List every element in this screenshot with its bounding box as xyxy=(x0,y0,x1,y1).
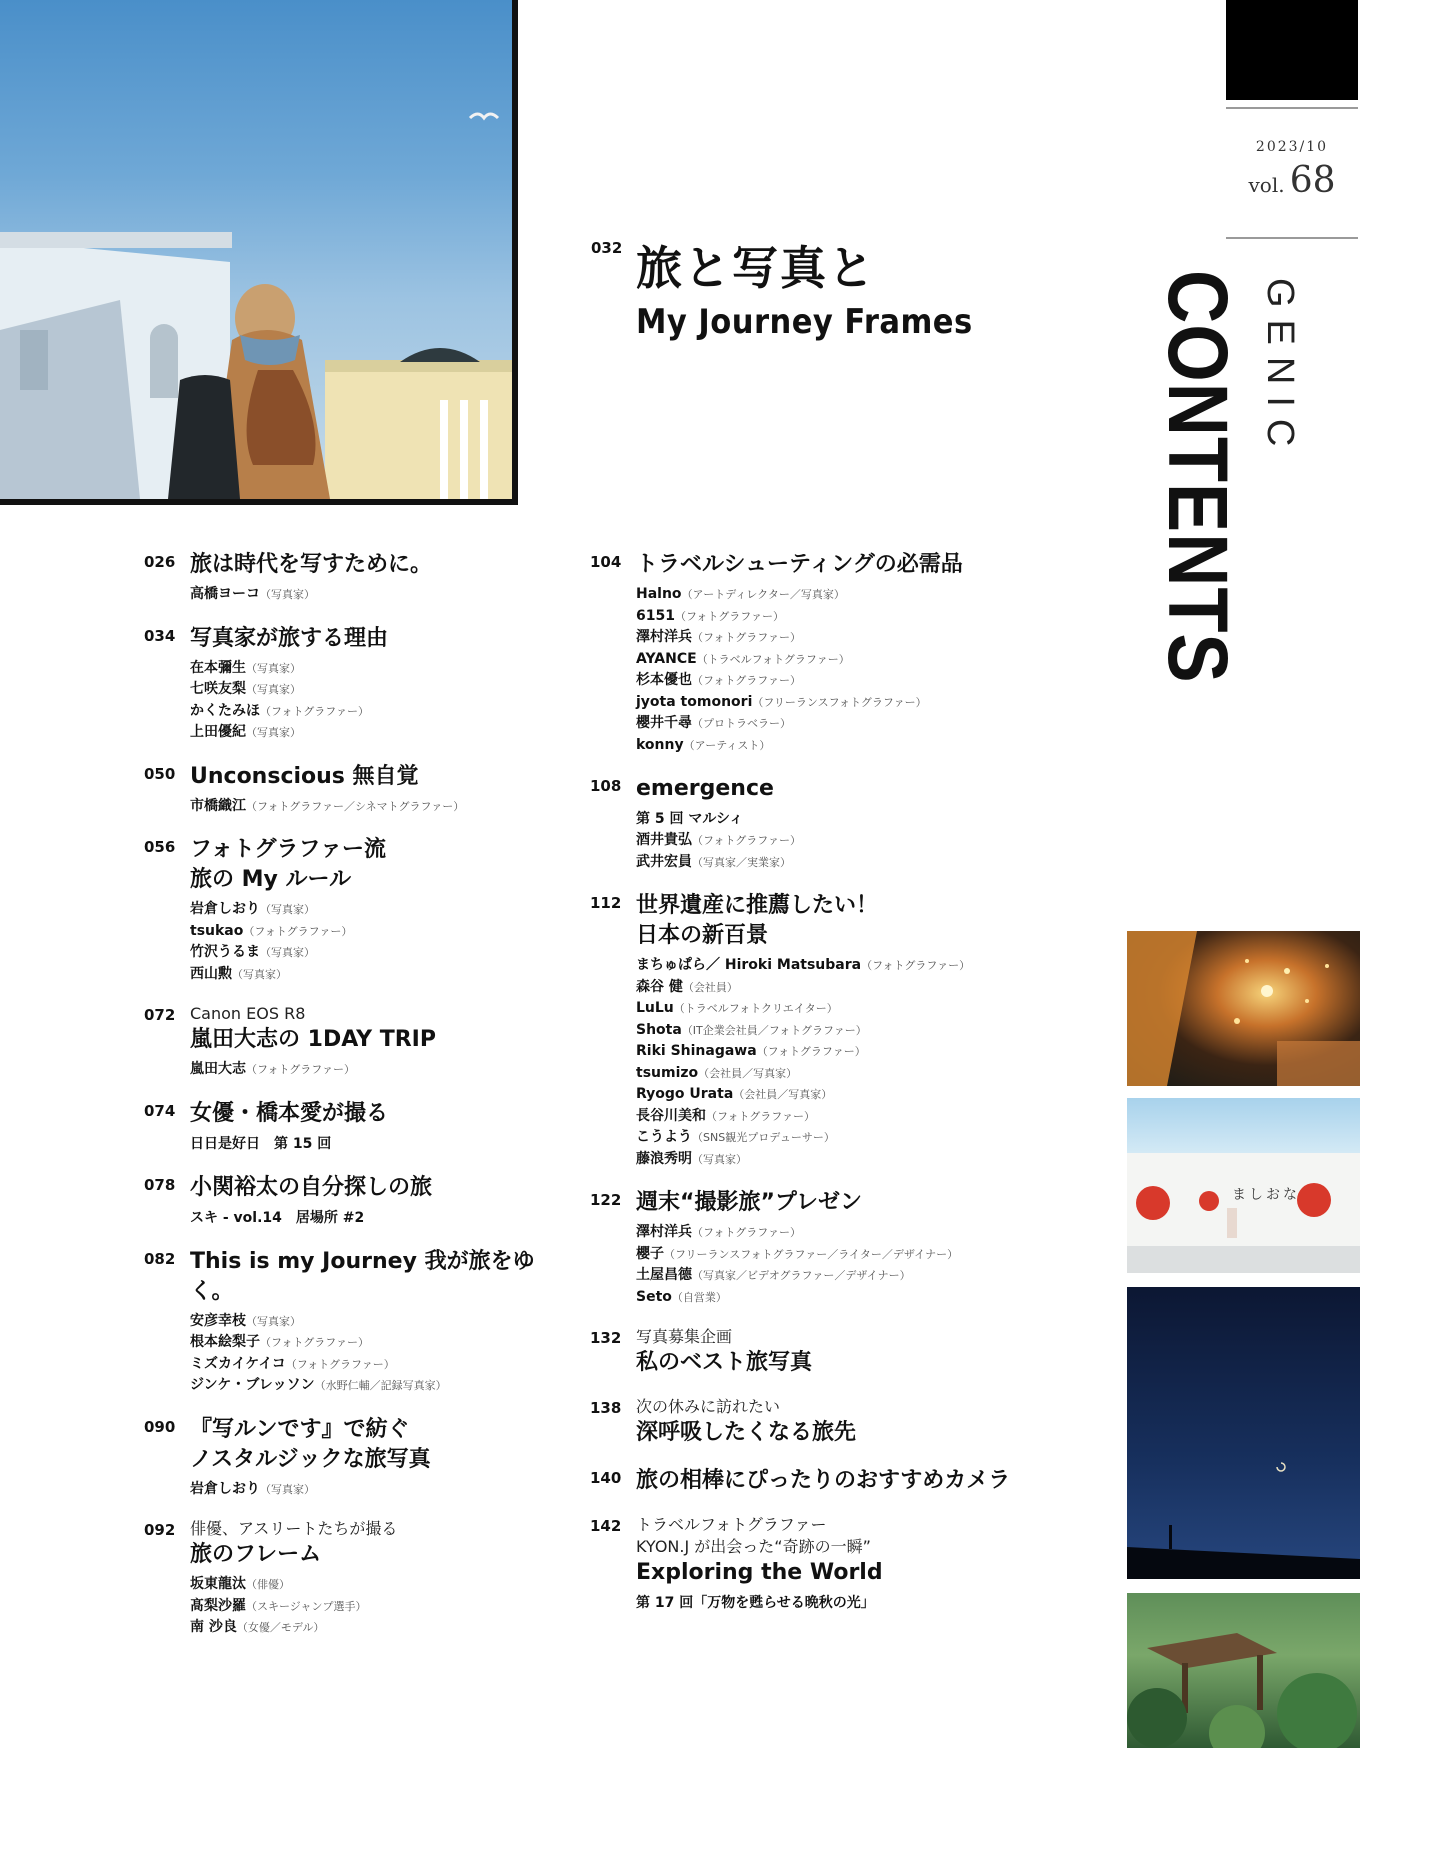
toc-page-number: 108 xyxy=(590,777,622,795)
contributor-role: （フォトグラファー） xyxy=(260,1336,370,1349)
contributor-name: 根本絵梨子 xyxy=(190,1334,260,1350)
toc-entry xyxy=(590,1326,1150,1378)
divider xyxy=(1226,107,1358,109)
toc-entry xyxy=(144,1518,574,1639)
toc-title: Exploring the World xyxy=(636,1560,883,1585)
toc-entry xyxy=(144,1099,574,1155)
contributor xyxy=(636,1149,1150,1171)
contributor xyxy=(190,1354,574,1376)
toc-entry-body xyxy=(190,762,574,818)
contributor-name: Shota xyxy=(636,1021,682,1038)
contributor-name: 七咲友梨 xyxy=(190,681,246,697)
toc-entry xyxy=(144,1415,574,1501)
photo-night-sky xyxy=(1127,1287,1360,1579)
toc-entry-body xyxy=(636,1396,1150,1448)
toc-entry xyxy=(144,762,574,818)
contributor xyxy=(190,584,574,606)
contributor xyxy=(636,998,1150,1020)
toc-subtitle: 第 17 回「万物を甦らせる晩秋の光」 xyxy=(636,1595,875,1611)
toc-page-number: 138 xyxy=(590,1399,622,1417)
contributor xyxy=(190,1311,574,1333)
toc-page-number: 082 xyxy=(144,1249,176,1268)
contributor xyxy=(636,713,1150,735)
contributor-role: （フォトグラファー） xyxy=(692,631,802,644)
contributor-name: 南 沙良 xyxy=(190,1619,237,1635)
toc-title: 週末“撮影旅”プレゼン xyxy=(636,1190,863,1215)
contributor xyxy=(636,1127,1150,1149)
toc-title: 旅の相棒にぴったりのおすすめカメラ xyxy=(636,1468,1011,1493)
masthead-block xyxy=(1226,0,1358,100)
toc-column-right xyxy=(590,550,1150,1632)
contributor-role: （フォトグラファー） xyxy=(706,1109,816,1123)
toc-entry-body xyxy=(636,1466,1150,1496)
contributor-role: （アートディレクター／写真家） xyxy=(681,588,845,601)
contributor-name: 酒井貴弘 xyxy=(636,832,692,848)
contributor xyxy=(190,1059,574,1081)
toc-page-number: 050 xyxy=(144,764,176,783)
contributor-name: LuLu xyxy=(636,1000,674,1016)
contributor xyxy=(190,1375,574,1397)
contributor-role: （写真家） xyxy=(232,967,287,981)
toc-entry-body xyxy=(190,1247,574,1397)
photo-garden xyxy=(1127,1593,1360,1748)
contributor-role: （トラベルフォトクリエイター） xyxy=(673,1002,838,1015)
contributor xyxy=(636,977,1150,999)
contributor-name: 杉本優也 xyxy=(636,672,692,688)
contributor-name: tsukao xyxy=(190,922,244,939)
contributor-name: 高橋ヨーコ xyxy=(190,586,260,602)
contributor-role: （写真家／ビデオグラファー／デザイナー） xyxy=(692,1269,911,1282)
contributor xyxy=(190,1596,574,1618)
toc-title: 世界遺産に推薦したい！ xyxy=(636,893,879,918)
feature-title: 旅と写真と xyxy=(636,241,876,295)
toc-page-number: 034 xyxy=(144,626,176,645)
toc-title: 日本の新百景 xyxy=(636,923,769,948)
toc-entry-body xyxy=(190,1003,574,1081)
contributor-name: 澤村洋兵 xyxy=(636,629,692,645)
toc-entry xyxy=(144,1003,574,1081)
brand-contents: CONTENTS xyxy=(1151,270,1245,684)
vol-number: 68 xyxy=(1289,160,1336,201)
ship-sign: ましおな xyxy=(1232,1187,1300,1203)
toc-title: 旅の My ルール xyxy=(190,867,352,892)
toc-title: 小関裕太の自分探しの旅 xyxy=(190,1174,433,1200)
contributor-role: （フォトグラファー） xyxy=(692,834,802,847)
contributor xyxy=(636,1084,1150,1106)
contributor xyxy=(636,670,1150,692)
toc-page-number: 122 xyxy=(590,1191,622,1209)
divider xyxy=(1226,237,1358,239)
contributor xyxy=(636,649,1150,671)
toc-title: トラベルシューティングの必需品 xyxy=(636,552,963,577)
contributor-name: まちゅぱら／ Hiroki Matsubara xyxy=(636,957,862,973)
toc-page-number: 142 xyxy=(590,1517,622,1535)
contributor xyxy=(636,1106,1150,1128)
toc-entry xyxy=(590,1396,1150,1448)
contributor-role: （アーティスト） xyxy=(683,738,771,752)
toc-entry xyxy=(144,624,574,744)
toc-entry xyxy=(590,891,1150,1170)
toc-kicker: KYON.J が出会った“奇跡の一瞬” xyxy=(636,1537,871,1556)
toc-entry xyxy=(144,835,574,985)
contributor-name: ミズカイケイコ xyxy=(190,1355,286,1372)
toc-subtitle: スキ - vol.14 居場所 #2 xyxy=(190,1209,365,1226)
contributor xyxy=(190,1332,574,1354)
toc-entry xyxy=(590,1514,1150,1614)
contributor xyxy=(190,796,574,818)
issue-date: 2023/10 xyxy=(1255,139,1329,155)
contributor xyxy=(636,1222,1150,1244)
toc-entry-body xyxy=(190,1099,574,1155)
issue-volume xyxy=(1226,160,1358,201)
contributor-role: （スキージャンプ選手） xyxy=(246,1599,367,1613)
toc-entry xyxy=(144,1247,574,1397)
contributor-role: （会社員） xyxy=(682,980,738,994)
toc-entry-body xyxy=(190,1415,574,1501)
contributor-role: （水野仁輔／記録写真家） xyxy=(314,1379,447,1392)
contributor-name: 澤村洋兵 xyxy=(636,1224,692,1240)
contributor-name: konny xyxy=(636,736,684,753)
contributor-name: 髙梨沙羅 xyxy=(190,1597,246,1614)
contributor-role: （写真家） xyxy=(246,661,301,675)
contributor-name: Riki Shinagawa xyxy=(636,1043,757,1059)
contributor-name: 上田優紀 xyxy=(190,724,246,740)
toc-title: Unconscious 無自覚 xyxy=(190,763,419,789)
toc-page-number: 026 xyxy=(144,553,176,571)
contributor-role: （フォトグラファー） xyxy=(674,609,784,623)
contributor xyxy=(636,584,1150,606)
contributor xyxy=(190,1479,574,1501)
contributor-name: 岩倉しおり xyxy=(190,1480,260,1497)
toc-title: フォトグラファー流 xyxy=(190,837,387,862)
toc-title: 嵐田大志の 1DAY TRIP xyxy=(190,1027,436,1052)
contributor-role: （フォトグラファー） xyxy=(285,1357,395,1371)
contributor-role: （フォトグラファー） xyxy=(243,924,353,938)
toc-page-number: 078 xyxy=(144,1175,176,1194)
toc-page-number: 092 xyxy=(144,1521,176,1539)
toc-page-number: 104 xyxy=(590,553,622,571)
toc-entry-body xyxy=(190,1518,574,1639)
contributor-name: 藤浪秀明 xyxy=(636,1150,692,1167)
contributor-name: 竹沢うるま xyxy=(190,944,260,960)
contributor-role: （写真家） xyxy=(260,1482,315,1496)
contributor-role: （写真家） xyxy=(246,726,301,739)
contributor xyxy=(190,899,574,921)
toc-entry-body xyxy=(636,550,1150,756)
contributor xyxy=(636,627,1150,649)
toc-entry xyxy=(590,774,1150,873)
contributor-role: （写真家） xyxy=(260,588,315,601)
toc-title: 写真家が旅する理由 xyxy=(190,625,389,651)
toc-title: emergence xyxy=(636,776,774,801)
contributor-role: （フリーランスフォトグラファー） xyxy=(752,695,927,709)
contributor-name: 市橋織江 xyxy=(190,797,246,814)
toc-entry-body xyxy=(636,1326,1150,1378)
contributor-name: かくたみほ xyxy=(190,702,260,719)
toc-title: 旅のフレーム xyxy=(190,1542,322,1567)
contributor-name: 6151 xyxy=(636,607,675,624)
contributor-role: （写真家） xyxy=(260,946,315,959)
toc-entry xyxy=(144,550,574,606)
contributor-name: 長谷川美和 xyxy=(636,1107,706,1124)
contributor-name: 坂東龍汰 xyxy=(190,1576,246,1592)
contributor xyxy=(190,658,574,680)
contributor-name: 土屋昌德 xyxy=(636,1267,692,1283)
contributor xyxy=(636,955,1150,977)
toc-entry-body xyxy=(190,835,574,985)
toc-subtitle: 日日是好日 第 15 回 xyxy=(190,1135,332,1152)
toc-page-number: 074 xyxy=(144,1101,176,1120)
toc-page-number: 072 xyxy=(144,1006,176,1024)
contributor-role: （写真家） xyxy=(692,1152,747,1166)
contributor-name: 櫻井千尋 xyxy=(636,715,692,731)
contributor xyxy=(636,1265,1150,1287)
contributor-role: （自営業） xyxy=(671,1290,727,1304)
contributor-name: Seto xyxy=(636,1288,672,1305)
contributor-role: （俳優） xyxy=(246,1578,290,1591)
contributor xyxy=(636,830,1150,852)
contributor xyxy=(190,921,574,943)
toc-kicker: トラベルフォトグラファー xyxy=(636,1515,827,1534)
photo-fireworks xyxy=(1127,931,1360,1086)
toc-kicker: Canon EOS R8 xyxy=(190,1004,306,1023)
toc-page-number: 112 xyxy=(590,894,622,912)
toc-entry xyxy=(590,550,1150,756)
toc-kicker: 次の休みに訪れたい xyxy=(636,1397,781,1416)
toc-entry-body xyxy=(636,891,1150,1170)
contributor xyxy=(636,692,1150,714)
contributor xyxy=(636,606,1150,628)
toc-title: This is my Journey 我が旅をゆく。 xyxy=(190,1248,535,1304)
toc-title: 深呼吸したくなる旅先 xyxy=(636,1420,857,1445)
contributor-role: （フォトグラファー） xyxy=(861,959,971,972)
vol-prefix: vol. xyxy=(1248,173,1285,197)
toc-title: 女優・橋本愛が撮る xyxy=(190,1100,389,1126)
contributor-role: （フォトグラファー／シネマトグラファー） xyxy=(246,799,465,813)
photo-ship xyxy=(1127,1098,1360,1273)
contributor-role: （フォトグラファー） xyxy=(246,1063,356,1076)
contributor-role: （写真家） xyxy=(246,1314,301,1328)
contributor xyxy=(190,1574,574,1596)
contributor-role: （フォトグラファー） xyxy=(260,704,370,718)
toc-column-left xyxy=(144,550,574,1657)
toc-entry xyxy=(590,1466,1150,1496)
toc-entry-body xyxy=(636,774,1150,873)
contributor-role: （写真家／実業家） xyxy=(692,855,791,869)
contributor-name: tsumizo xyxy=(636,1064,699,1081)
contributor xyxy=(190,722,574,744)
hero-photo xyxy=(0,0,518,505)
contributor-role: （フリーランスフォトグラファー／ライター／デザイナー） xyxy=(664,1247,959,1261)
feature-page-number: 032 xyxy=(591,239,623,257)
toc-entry xyxy=(590,1188,1150,1308)
contributor xyxy=(190,964,574,986)
contributor xyxy=(190,1617,574,1639)
contributor-name: 安彦幸枝 xyxy=(190,1312,246,1329)
contributor-role: （IT企業会社員／フォトグラファー） xyxy=(681,1023,867,1037)
toc-entry-body xyxy=(190,1173,574,1229)
contributor xyxy=(636,1063,1150,1085)
contributor xyxy=(190,679,574,701)
contributor-name: Ryogo Urata xyxy=(636,1086,734,1102)
contributor-name: ジンケ・ブレッソン xyxy=(190,1377,315,1393)
contributor-name: AYANCE xyxy=(636,650,697,667)
contributor-name: 在本彌生 xyxy=(190,659,246,676)
contributor-role: （写真家） xyxy=(260,903,315,916)
contributor-role: （フォトグラファー） xyxy=(692,1226,802,1239)
toc-title: 旅は時代を写すために。 xyxy=(190,552,433,577)
toc-subtitle: 第 5 回 マルシィ xyxy=(636,811,744,827)
contributor-role: （フォトグラファー） xyxy=(756,1045,866,1058)
contributor-role: （女優／モデル） xyxy=(236,1621,325,1634)
contributor-role: （トラベルフォトグラファー） xyxy=(696,652,850,666)
contributor-role: （写真家） xyxy=(246,683,301,696)
contributor-role: （プロトラベラー） xyxy=(692,717,791,730)
feature-subtitle: My Journey Frames xyxy=(636,302,973,342)
contributor xyxy=(636,1287,1150,1309)
toc-entry-body xyxy=(636,1188,1150,1308)
toc-kicker: 俳優、アスリートたちが撮る xyxy=(190,1519,398,1538)
contributor-role: （SNS観光プロデューサー） xyxy=(692,1131,835,1144)
contributor-name: 西山勲 xyxy=(190,965,232,982)
toc-page-number: 090 xyxy=(144,1417,176,1436)
toc-title: ノスタルジックな旅写真 xyxy=(190,1446,431,1472)
contributor-name: 嵐田大志 xyxy=(190,1061,246,1077)
toc-entry-body xyxy=(636,1514,1150,1614)
contributor xyxy=(190,701,574,723)
toc-page-number: 132 xyxy=(590,1329,622,1347)
toc-kicker: 写真募集企画 xyxy=(636,1327,733,1346)
contributor-name: 櫻子 xyxy=(636,1245,664,1262)
contributor-name: jyota tomonori xyxy=(636,693,753,710)
toc-page-number: 056 xyxy=(144,838,176,856)
toc-title: 私のベスト旅写真 xyxy=(636,1350,813,1375)
contributor xyxy=(636,1244,1150,1266)
contributor xyxy=(636,735,1150,757)
toc-page-number: 140 xyxy=(590,1469,622,1487)
toc-entry-body xyxy=(190,624,574,744)
contributor-name: 岩倉しおり xyxy=(190,901,260,917)
contributor-name: 森谷 健 xyxy=(636,978,683,995)
toc-title: 『写ルンです』で紡ぐ xyxy=(190,1416,410,1442)
contributor-name: 武井宏員 xyxy=(636,853,692,870)
contributor-role: （フォトグラファー） xyxy=(692,674,802,687)
contributor-role: （会社員／写真家） xyxy=(733,1088,833,1101)
toc-entry-body xyxy=(190,550,574,606)
contributor xyxy=(190,942,574,964)
brand-genic: GENIC xyxy=(1259,278,1301,459)
toc-entry xyxy=(144,1173,574,1229)
contributor-name: こうよう xyxy=(636,1129,692,1145)
contributor xyxy=(636,852,1150,874)
contributor xyxy=(636,1020,1150,1042)
contributor xyxy=(636,1041,1150,1063)
contributor-name: Halno xyxy=(636,586,682,602)
contributor-role: （会社員／写真家） xyxy=(698,1066,798,1080)
